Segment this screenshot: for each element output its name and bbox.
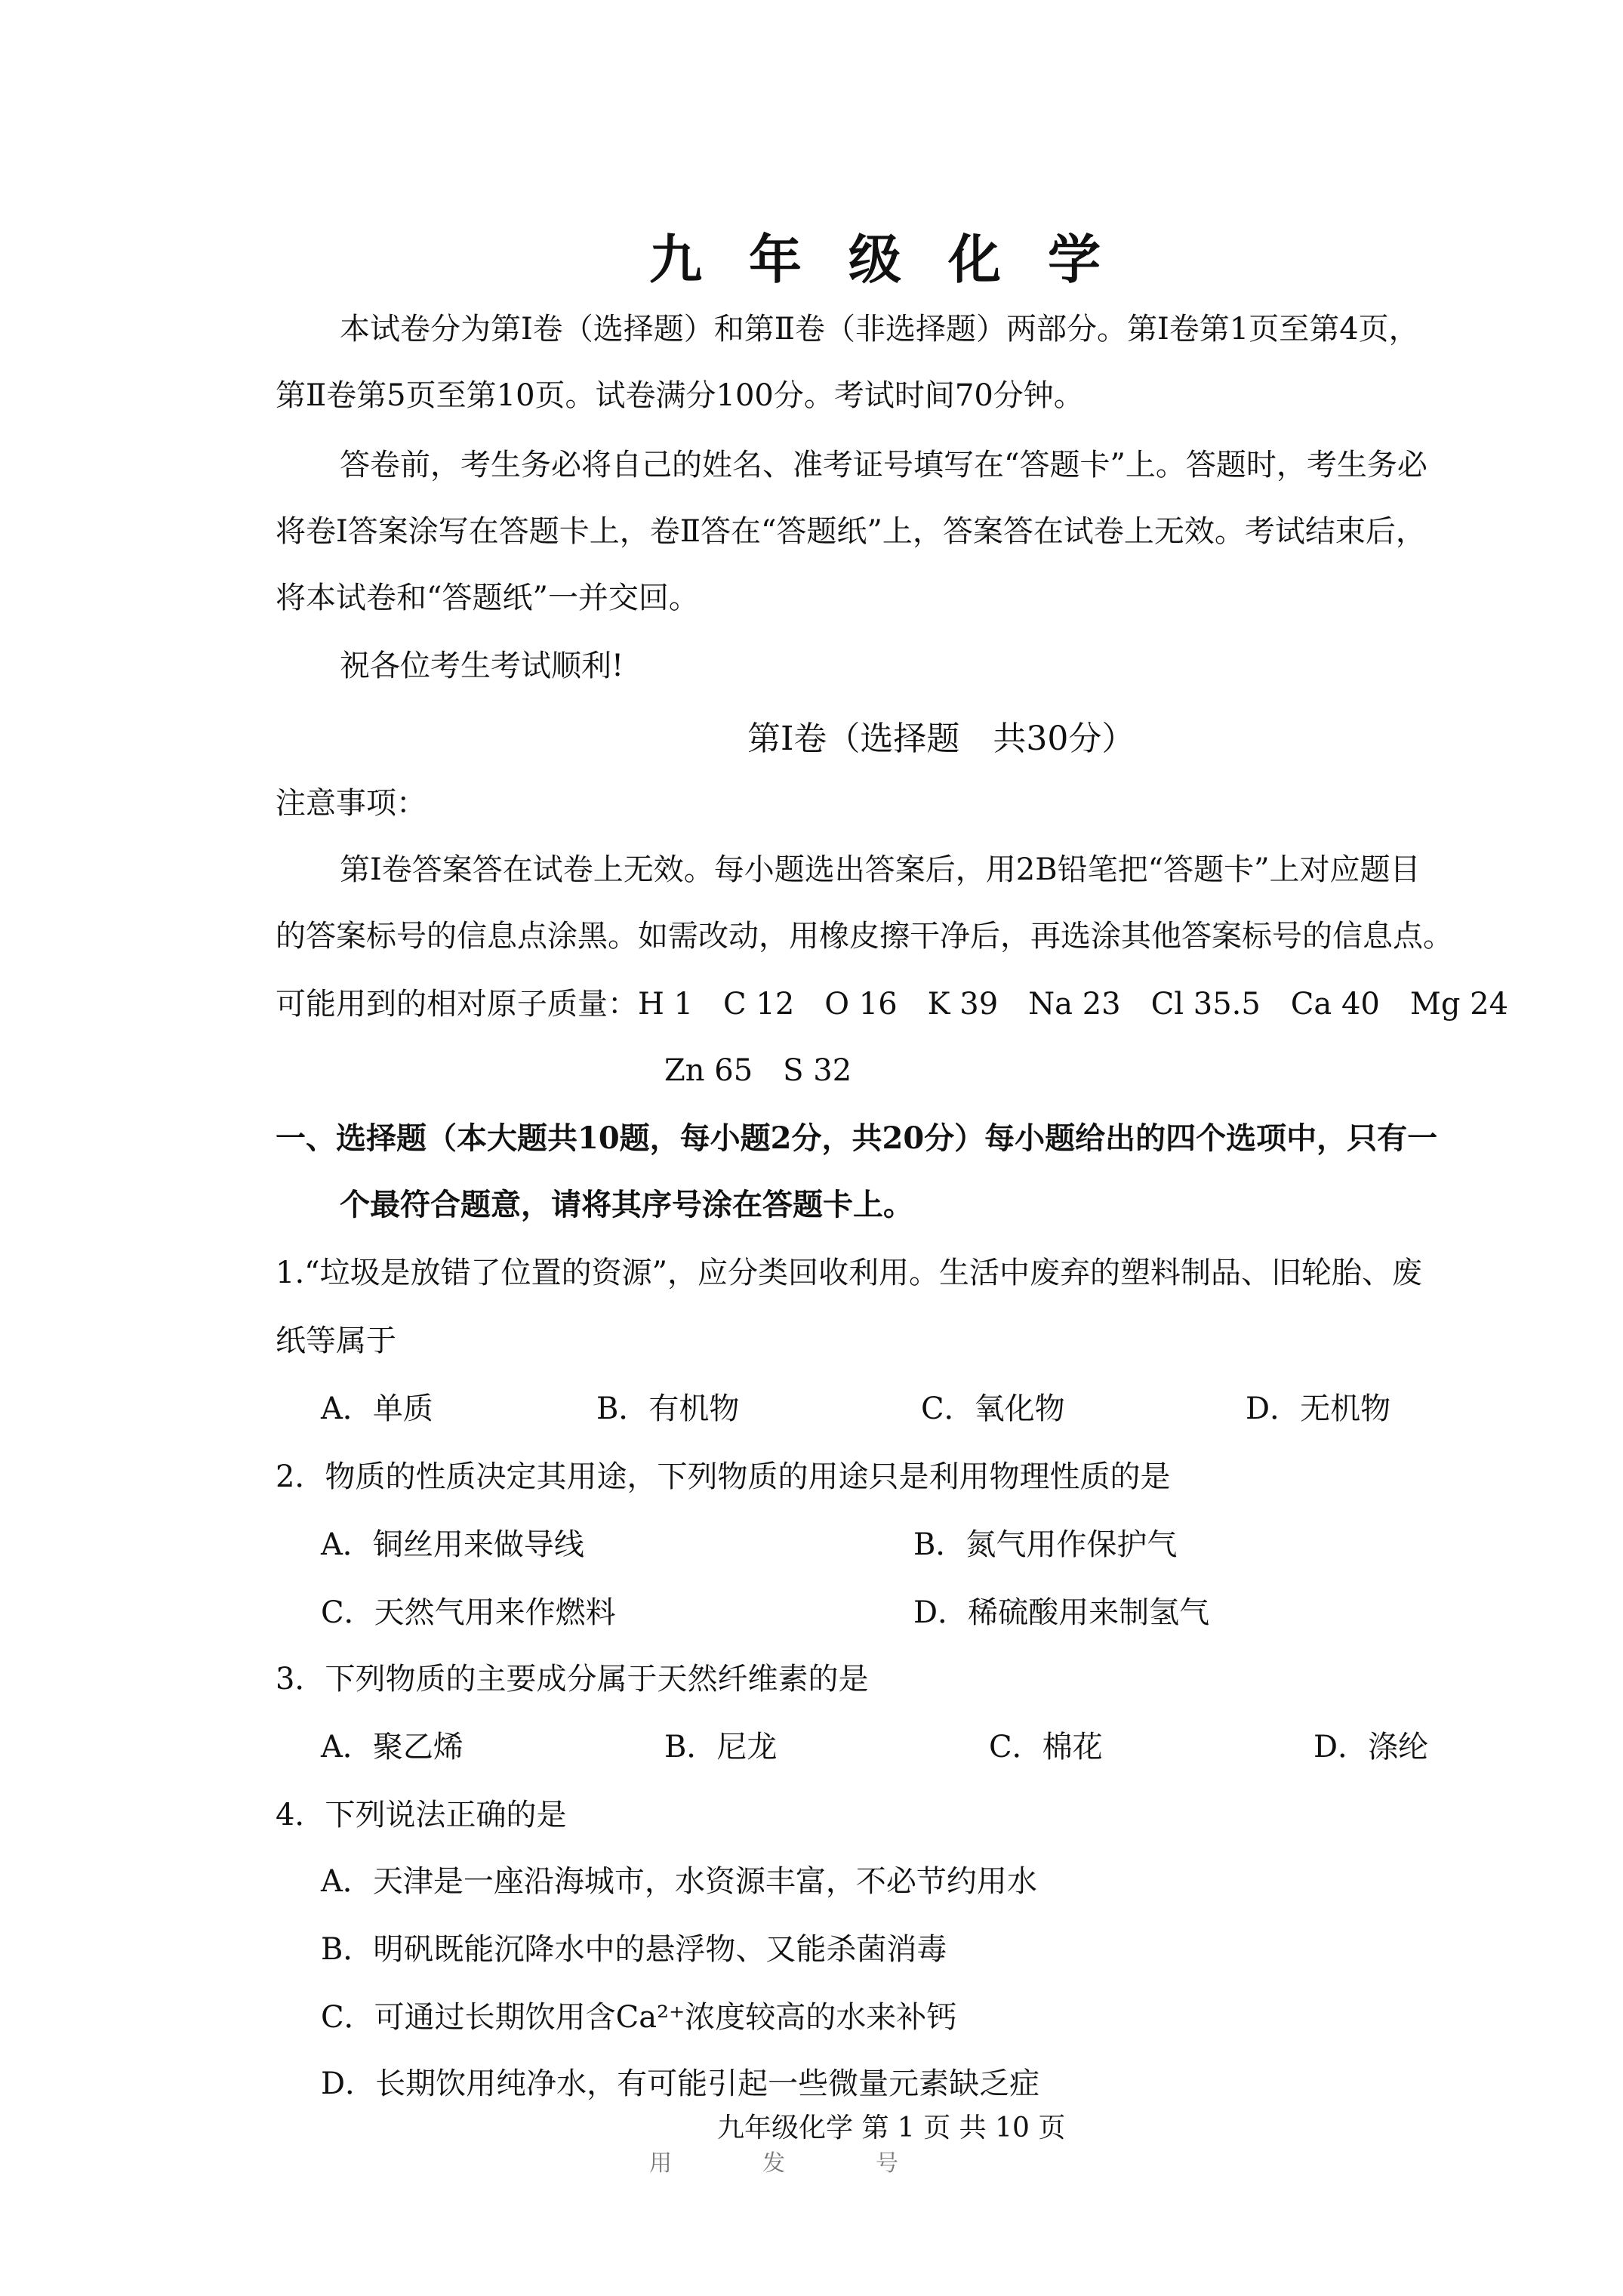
option: D．涤纶 <box>1313 1730 1429 1764</box>
question-stem: 纸等属于 <box>276 1324 396 1358</box>
intro-line: 将卷Ⅰ答案涂写在答题卡上，卷Ⅱ答在“答题纸”上，答案答在试卷上无效。考试结束后， <box>276 514 1426 549</box>
option: B．明矾既能沉降水中的悬浮物、又能杀菌消毒 <box>321 1932 947 1967</box>
intro-line: 第Ⅱ卷第5页至第10页。试卷满分100分。考试时间70分钟。 <box>276 378 1084 413</box>
atomic-masses: 可能用到的相对原子质量：H 1 C 12 O 16 K 39 Na 23 Cl 35.5 Ca 40 Mg 24 <box>276 987 1509 1022</box>
page-footer: 九年级化学 第 1 页 共 10 页 <box>717 2113 1066 2143</box>
question-stem: 1.“垃圾是放错了位置的资源”，应分类回收利用。生活中废弃的塑料制品、旧轮胎、废 <box>276 1256 1423 1290</box>
intro-line: 将本试卷和“答题纸”一并交回。 <box>276 581 699 615</box>
intro-line: 祝各位考生考试顺利! <box>340 649 624 683</box>
option: B．氮气用作保护气 <box>913 1527 1178 1562</box>
intro-line: 答卷前，考生务必将自己的姓名、准考证号填写在“答题卡”上。答题时，考生务必 <box>340 448 1427 482</box>
option: D．稀硫酸用来制氢气 <box>913 1595 1210 1630</box>
scan-noise-text: 用 发 号 <box>649 2150 913 2177</box>
notice-line: 的答案标号的信息点涂黑。如需改动，用橡皮擦干净后，再选涂其他答案标号的信息点。 <box>276 919 1453 954</box>
question-stem: 2．物质的性质决定其用途，下列物质的用途只是利用物理性质的是 <box>276 1459 1171 1494</box>
option: D．长期饮用纯净水，有可能引起一些微量元素缺乏症 <box>321 2066 1040 2101</box>
option: D．无机物 <box>1246 1391 1391 1426</box>
intro-line: 本试卷分为第Ⅰ卷（选择题）和第Ⅱ卷（非选择题）两部分。第Ⅰ卷第1页至第4页， <box>340 312 1419 347</box>
option: C．天然气用来作燃料 <box>321 1595 616 1630</box>
option: A．聚乙烯 <box>321 1730 463 1764</box>
notice-line: 第Ⅰ卷答案答在试卷上无效。每小题选出答案后，用2B铅笔把“答题卡”上对应题目 <box>340 852 1421 887</box>
page-title: 九年级化学 <box>649 228 1147 291</box>
option: B．有机物 <box>596 1391 740 1426</box>
option: A．铜丝用来做导线 <box>321 1527 584 1562</box>
section-title: 第Ⅰ卷（选择题 共30分） <box>747 720 1135 758</box>
option: C．氧化物 <box>921 1391 1065 1426</box>
option: A．单质 <box>321 1391 433 1426</box>
option: C．可通过长期饮用含Ca²⁺浓度较高的水来补钙 <box>321 2000 957 2035</box>
question-stem: 3．下列物质的主要成分属于天然纤维素的是 <box>276 1662 869 1697</box>
atomic-masses: Zn 65 S 32 <box>664 1053 852 1088</box>
option: C．棉花 <box>989 1730 1103 1764</box>
option: B．尼龙 <box>664 1730 778 1764</box>
part-heading: 个最符合题意，请将其序号涂在答题卡上。 <box>340 1187 913 1222</box>
option: A．天津是一座沿海城市，水资源丰富，不必节约用水 <box>321 1864 1037 1899</box>
question-stem: 4．下列说法正确的是 <box>276 1798 567 1832</box>
part-heading: 一、选择题（本大题共10题，每小题2分，共20分）每小题给出的四个选项中，只有一 <box>276 1120 1438 1156</box>
notice-label: 注意事项： <box>276 786 427 821</box>
